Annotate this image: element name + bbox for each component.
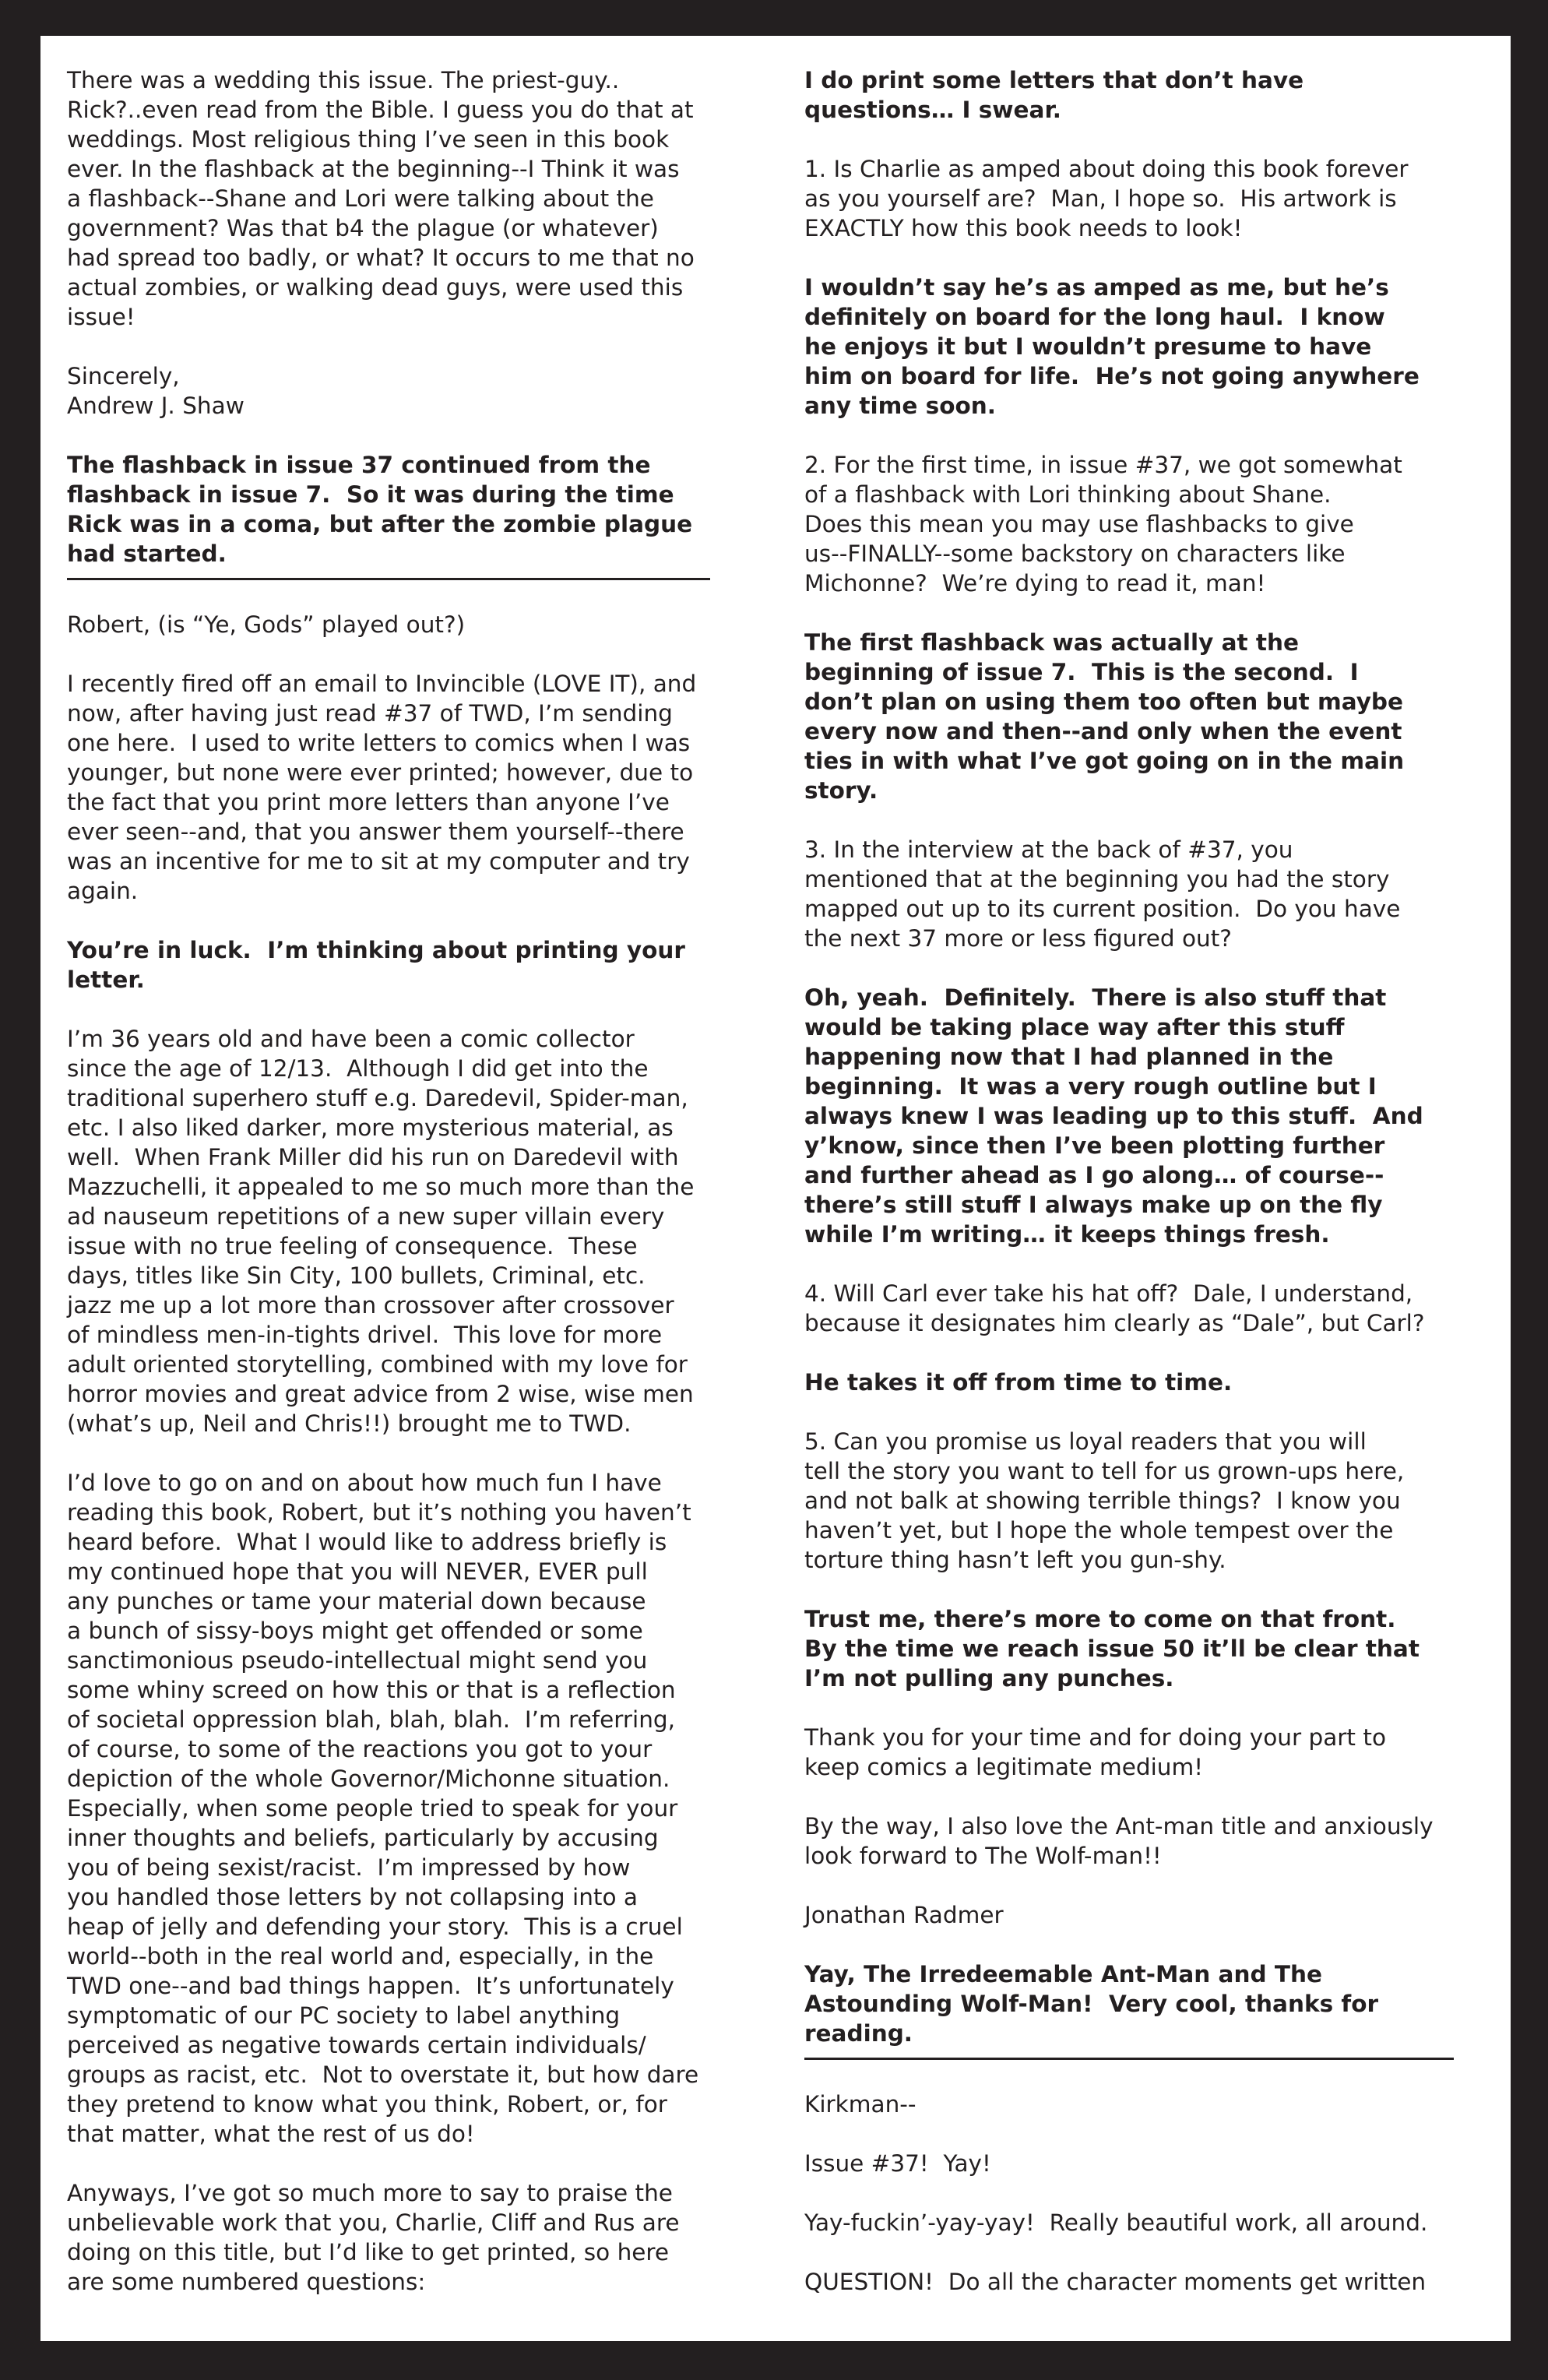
text-line: inner thoughts and beliefs, particularly by accusing — [67, 1825, 659, 1851]
text-line: any punches or tame your material down because — [67, 1588, 646, 1614]
text-line: well. When Frank Miller did his run on Daredevil with — [67, 1144, 679, 1171]
text-line: Especially, when some people tried to speak for your — [67, 1795, 678, 1822]
text-line: Sincerely, — [67, 363, 180, 389]
text-line: groups as racist, etc. Not to overstate it, but how dare — [67, 2061, 699, 2088]
text-line: don’t plan on using them too often but maybe — [804, 688, 1404, 715]
text-line: I’m 36 years old and have been a comic collector — [67, 1026, 635, 1052]
text-line: adult oriented storytelling, combined with my love for — [67, 1351, 688, 1378]
text-line: By the time we reach issue 50 it’ll be clear that — [804, 1635, 1420, 1662]
text-line: story. — [804, 777, 878, 804]
text-line: Thank you for your time and for doing your part to — [804, 1724, 1386, 1751]
letter-greeting — [804, 2090, 1490, 2119]
text-line: us--FINALLY--some backstory on characters like — [804, 540, 1346, 567]
text-line: TWD one--and bad things happen. It’s unfortunately — [67, 1973, 674, 1999]
text-line: Andrew J. Shaw — [67, 393, 245, 419]
text-line: tell the story you want to tell for us grown-ups here, — [804, 1458, 1405, 1484]
text-line: Michonne? We’re dying to read it, man! — [804, 570, 1266, 597]
text-line: Robert, (is “Ye, Gods” played out?) — [67, 611, 466, 638]
editor-reply — [804, 65, 1490, 125]
letter-divider — [67, 578, 710, 580]
text-line: every now and then--and only when the event — [804, 718, 1402, 745]
text-line: 5. Can you promise us loyal readers that you will — [804, 1428, 1367, 1455]
editor-reply — [67, 450, 768, 569]
text-line: Rick was in a coma, but after the zombie plague — [67, 511, 693, 537]
editor-reply — [804, 983, 1490, 1249]
letter-paragraph — [67, 1468, 768, 2149]
text-line: jazz me up a lot more than crossover after crossover — [67, 1292, 674, 1319]
letter-greeting — [67, 610, 768, 639]
text-line: my continued hope that you will NEVER, EVER pull — [67, 1558, 648, 1585]
text-line: of societal oppression blah, blah, blah. I’m referring, — [67, 1706, 676, 1733]
text-line: perceived as negative towards certain individuals/ — [67, 2032, 646, 2058]
text-line: the next 37 more or less figured out? — [804, 925, 1232, 952]
text-line: he enjoys it but I wouldn’t presume to have — [804, 333, 1372, 360]
text-line: beginning of issue 7. This is the second. I — [804, 659, 1359, 685]
text-line: had spread too badly, or what? It occurs to me that no — [67, 245, 695, 271]
text-line: Issue #37! Yay! — [804, 2150, 991, 2177]
editor-reply — [804, 273, 1490, 421]
text-line: questions… I swear. — [804, 97, 1062, 123]
letter-paragraph — [67, 2178, 768, 2297]
text-line: as you yourself are? Man, I hope so. His artwork is — [804, 185, 1397, 212]
text-line: a bunch of sissy-boys might get offended or some — [67, 1618, 643, 1644]
text-line: actual zombies, or walking dead guys, were used this — [67, 274, 684, 301]
text-line: government? Was that b4 the plague (or whatever) — [67, 215, 659, 241]
text-line: Mazzuchelli, it appealed to me so much more than the — [67, 1174, 695, 1200]
text-line: symptomatic of our PC society to label anything — [67, 2002, 621, 2029]
text-line: some whiny screed on how this or that is a reflection — [67, 1677, 676, 1703]
text-line: 2. For the first time, in issue #37, we got somewhat — [804, 452, 1402, 478]
text-line: I’m not pulling any punches. — [804, 1665, 1174, 1692]
text-line: you handled those letters by not collapsing into a — [67, 1884, 638, 1910]
editor-reply — [67, 935, 768, 995]
text-line: sanctimonious pseudo-intellectual might send you — [67, 1647, 648, 1674]
text-line: Jonathan Radmer — [804, 1902, 1004, 1928]
text-line: EXACTLY how this book needs to look! — [804, 215, 1243, 241]
text-line: and not balk at showing terrible things? I know you — [804, 1488, 1401, 1514]
text-line: depiction of the whole Governor/Michonne situation. — [67, 1766, 670, 1792]
text-line: world--both in the real world and, especially, in the — [67, 1943, 654, 1970]
text-line: The flashback in issue 37 continued from the — [67, 452, 651, 478]
reader-question — [804, 450, 1490, 598]
text-line: there’s still stuff I always make up on the fly — [804, 1192, 1383, 1218]
text-line: ad nauseum repetitions of a new super villain every — [67, 1203, 665, 1230]
text-line: Trust me, there’s more to come on that front. — [804, 1606, 1396, 1632]
text-line: of mindless men-in-tights drivel. This love for more — [67, 1322, 663, 1348]
text-line: reading. — [804, 2020, 913, 2047]
text-line: There was a wedding this issue. The priest-guy.. — [67, 67, 620, 93]
text-line: a flashback--Shane and Lori were talking about the — [67, 185, 654, 212]
text-line: of a flashback with Lori thinking about Shane. — [804, 481, 1332, 508]
text-line: they pretend to know what you think, Robert, or, for — [67, 2091, 667, 2118]
text-line: horror movies and great advice from 2 wise, wise men — [67, 1381, 694, 1407]
editor-reply — [804, 628, 1490, 805]
reader-question — [804, 1427, 1490, 1575]
text-line: younger, but none were ever printed; however, due to — [67, 759, 694, 786]
text-line: now, after having just read #37 of TWD, I’m sending — [67, 700, 673, 727]
editor-reply — [804, 1959, 1490, 2048]
text-line: was an incentive for me to sit at my computer and try — [67, 848, 690, 875]
text-line: issue with no true feeling of consequence. These — [67, 1233, 638, 1259]
text-line: since the age of 12/13. Although I did get into the — [67, 1055, 649, 1082]
right-column — [804, 65, 1490, 2326]
reader-question — [804, 154, 1490, 243]
text-line: You’re in luck. I’m thinking about printing your — [67, 937, 685, 963]
text-line: heap of jelly and defending your story. This is a cruel — [67, 1914, 683, 1940]
text-line: He takes it off from time to time. — [804, 1369, 1233, 1396]
text-line: while I’m writing… it keeps things fresh. — [804, 1221, 1330, 1248]
text-line: ever. In the flashback at the beginning--I Think it was — [67, 156, 680, 182]
letter-paragraph — [67, 1024, 768, 1438]
text-line: because it designates him clearly as “Dale”, but Carl? — [804, 1310, 1425, 1336]
letter-paragraph — [67, 669, 768, 906]
text-line: Yay-fuckin’-yay-yay! Really beautiful work, all around. — [804, 2209, 1428, 2236]
text-line: letter. — [67, 966, 145, 993]
text-line: definitely on board for the long haul. I know — [804, 304, 1385, 330]
text-line: one here. I used to write letters to comics when I was — [67, 730, 691, 756]
text-line: happening now that I had planned in the — [804, 1044, 1334, 1070]
letter-divider — [804, 2058, 1454, 2060]
text-line: By the way, I also love the Ant-man title and anxiously — [804, 1813, 1434, 1840]
text-line: 3. In the interview at the back of #37, you — [804, 836, 1293, 863]
letters-page — [40, 36, 1511, 2341]
reader-question — [804, 1279, 1490, 1338]
text-line: Anyways, I’ve got so much more to say to praise the — [67, 2180, 673, 2206]
text-line: unbelievable work that you, Charlie, Cliff and Rus are — [67, 2209, 680, 2236]
letter-signature — [804, 1900, 1490, 1930]
text-line: Rick?..even read from the Bible. I guess you do that at — [67, 97, 694, 123]
text-line: I wouldn’t say he’s as amped as me, but he’s — [804, 274, 1389, 301]
text-line: you of being sexist/racist. I’m impressed by how — [67, 1854, 631, 1881]
text-line: doing on this title, but I’d like to get printed, so here — [67, 2239, 670, 2266]
text-line: any time soon. — [804, 393, 996, 419]
text-line: traditional superhero stuff e.g. Daredevil, Spider-man, — [67, 1085, 688, 1111]
text-line: again. — [67, 878, 139, 904]
reader-question — [804, 835, 1490, 953]
letter-paragraph — [804, 2208, 1490, 2237]
text-line: keep comics a legitimate medium! — [804, 1754, 1204, 1780]
text-line: Does this mean you may use flashbacks to give — [804, 511, 1354, 537]
text-line: flashback in issue 7. So it was during the time — [67, 481, 674, 508]
text-line: had started. — [67, 540, 227, 567]
text-line: days, titles like Sin City, 100 bullets, Criminal, etc. — [67, 1262, 646, 1289]
text-line: look forward to The Wolf-man!! — [804, 1843, 1162, 1869]
text-line: y’know, since then I’ve been plotting further — [804, 1132, 1385, 1159]
text-line: (what’s up, Neil and Chris!!) brought me to TWD. — [67, 1410, 632, 1437]
editor-reply — [804, 1368, 1490, 1397]
text-line: haven’t yet, but I hope the whole tempest over the — [804, 1517, 1394, 1544]
text-line: are some numbered questions: — [67, 2269, 426, 2295]
letter-paragraph — [67, 65, 768, 332]
text-line: I recently fired off an email to Invincible (LOVE IT), and — [67, 671, 697, 697]
letter-paragraph — [804, 1811, 1490, 1871]
text-line: Astounding Wolf-Man! Very cool, thanks for — [804, 1991, 1379, 2017]
text-line: the fact that you print more letters than anyone I’ve — [67, 789, 670, 815]
letter-paragraph — [804, 2267, 1490, 2297]
text-line: The first flashback was actually at the — [804, 629, 1299, 656]
text-line: and further ahead as I go along… of course-- — [804, 1162, 1384, 1188]
letter-paragraph — [804, 1723, 1490, 1782]
text-line: mapped out up to its current position. Do you have — [804, 896, 1401, 922]
text-line: issue! — [67, 304, 135, 330]
text-line: of course, to some of the reactions you got to your — [67, 1736, 653, 1762]
text-line: beginning. It was a very rough outline but I — [804, 1073, 1377, 1100]
letter-paragraph — [804, 2149, 1490, 2178]
text-line: Kirkman-- — [804, 2091, 916, 2118]
text-line: 1. Is Charlie as amped about doing this book forever — [804, 156, 1409, 182]
text-line: reading this book, Robert, but it’s nothing you haven’t — [67, 1499, 691, 1526]
text-line: Yay, The Irredeemable Ant-Man and The — [804, 1961, 1322, 1987]
text-line: etc. I also liked darker, more mysterious material, as — [67, 1114, 674, 1141]
text-line: torture thing hasn’t left you gun-shy. — [804, 1547, 1226, 1573]
text-line: mentioned that at the beginning you had the story — [804, 866, 1390, 892]
text-line: Oh, yeah. Definitely. There is also stuff that — [804, 984, 1387, 1011]
letter-signoff — [67, 361, 768, 421]
text-line: him on board for life. He’s not going anywhere — [804, 363, 1420, 389]
text-line: ties in with what I’ve got going on in the main — [804, 748, 1405, 774]
text-line: always knew I was leading up to this stuff. And — [804, 1103, 1423, 1129]
text-line: ever seen--and, that you answer them yourself--there — [67, 819, 684, 845]
text-line: I’d love to go on and on about how much fun I have — [67, 1470, 662, 1496]
editor-reply — [804, 1604, 1490, 1693]
text-line: QUESTION! Do all the character moments get written — [804, 2269, 1427, 2295]
text-line: that matter, what the rest of us do! — [67, 2121, 475, 2147]
text-line: 4. Will Carl ever take his hat off? Dale, I understand, — [804, 1280, 1413, 1307]
text-line: would be taking place way after this stuff — [804, 1014, 1345, 1040]
left-column — [67, 65, 768, 2326]
text-line: heard before. What I would like to address briefly is — [67, 1529, 667, 1555]
text-line: weddings. Most religious thing I’ve seen in this book — [67, 126, 670, 153]
text-line: I do print some letters that don’t have — [804, 67, 1304, 93]
